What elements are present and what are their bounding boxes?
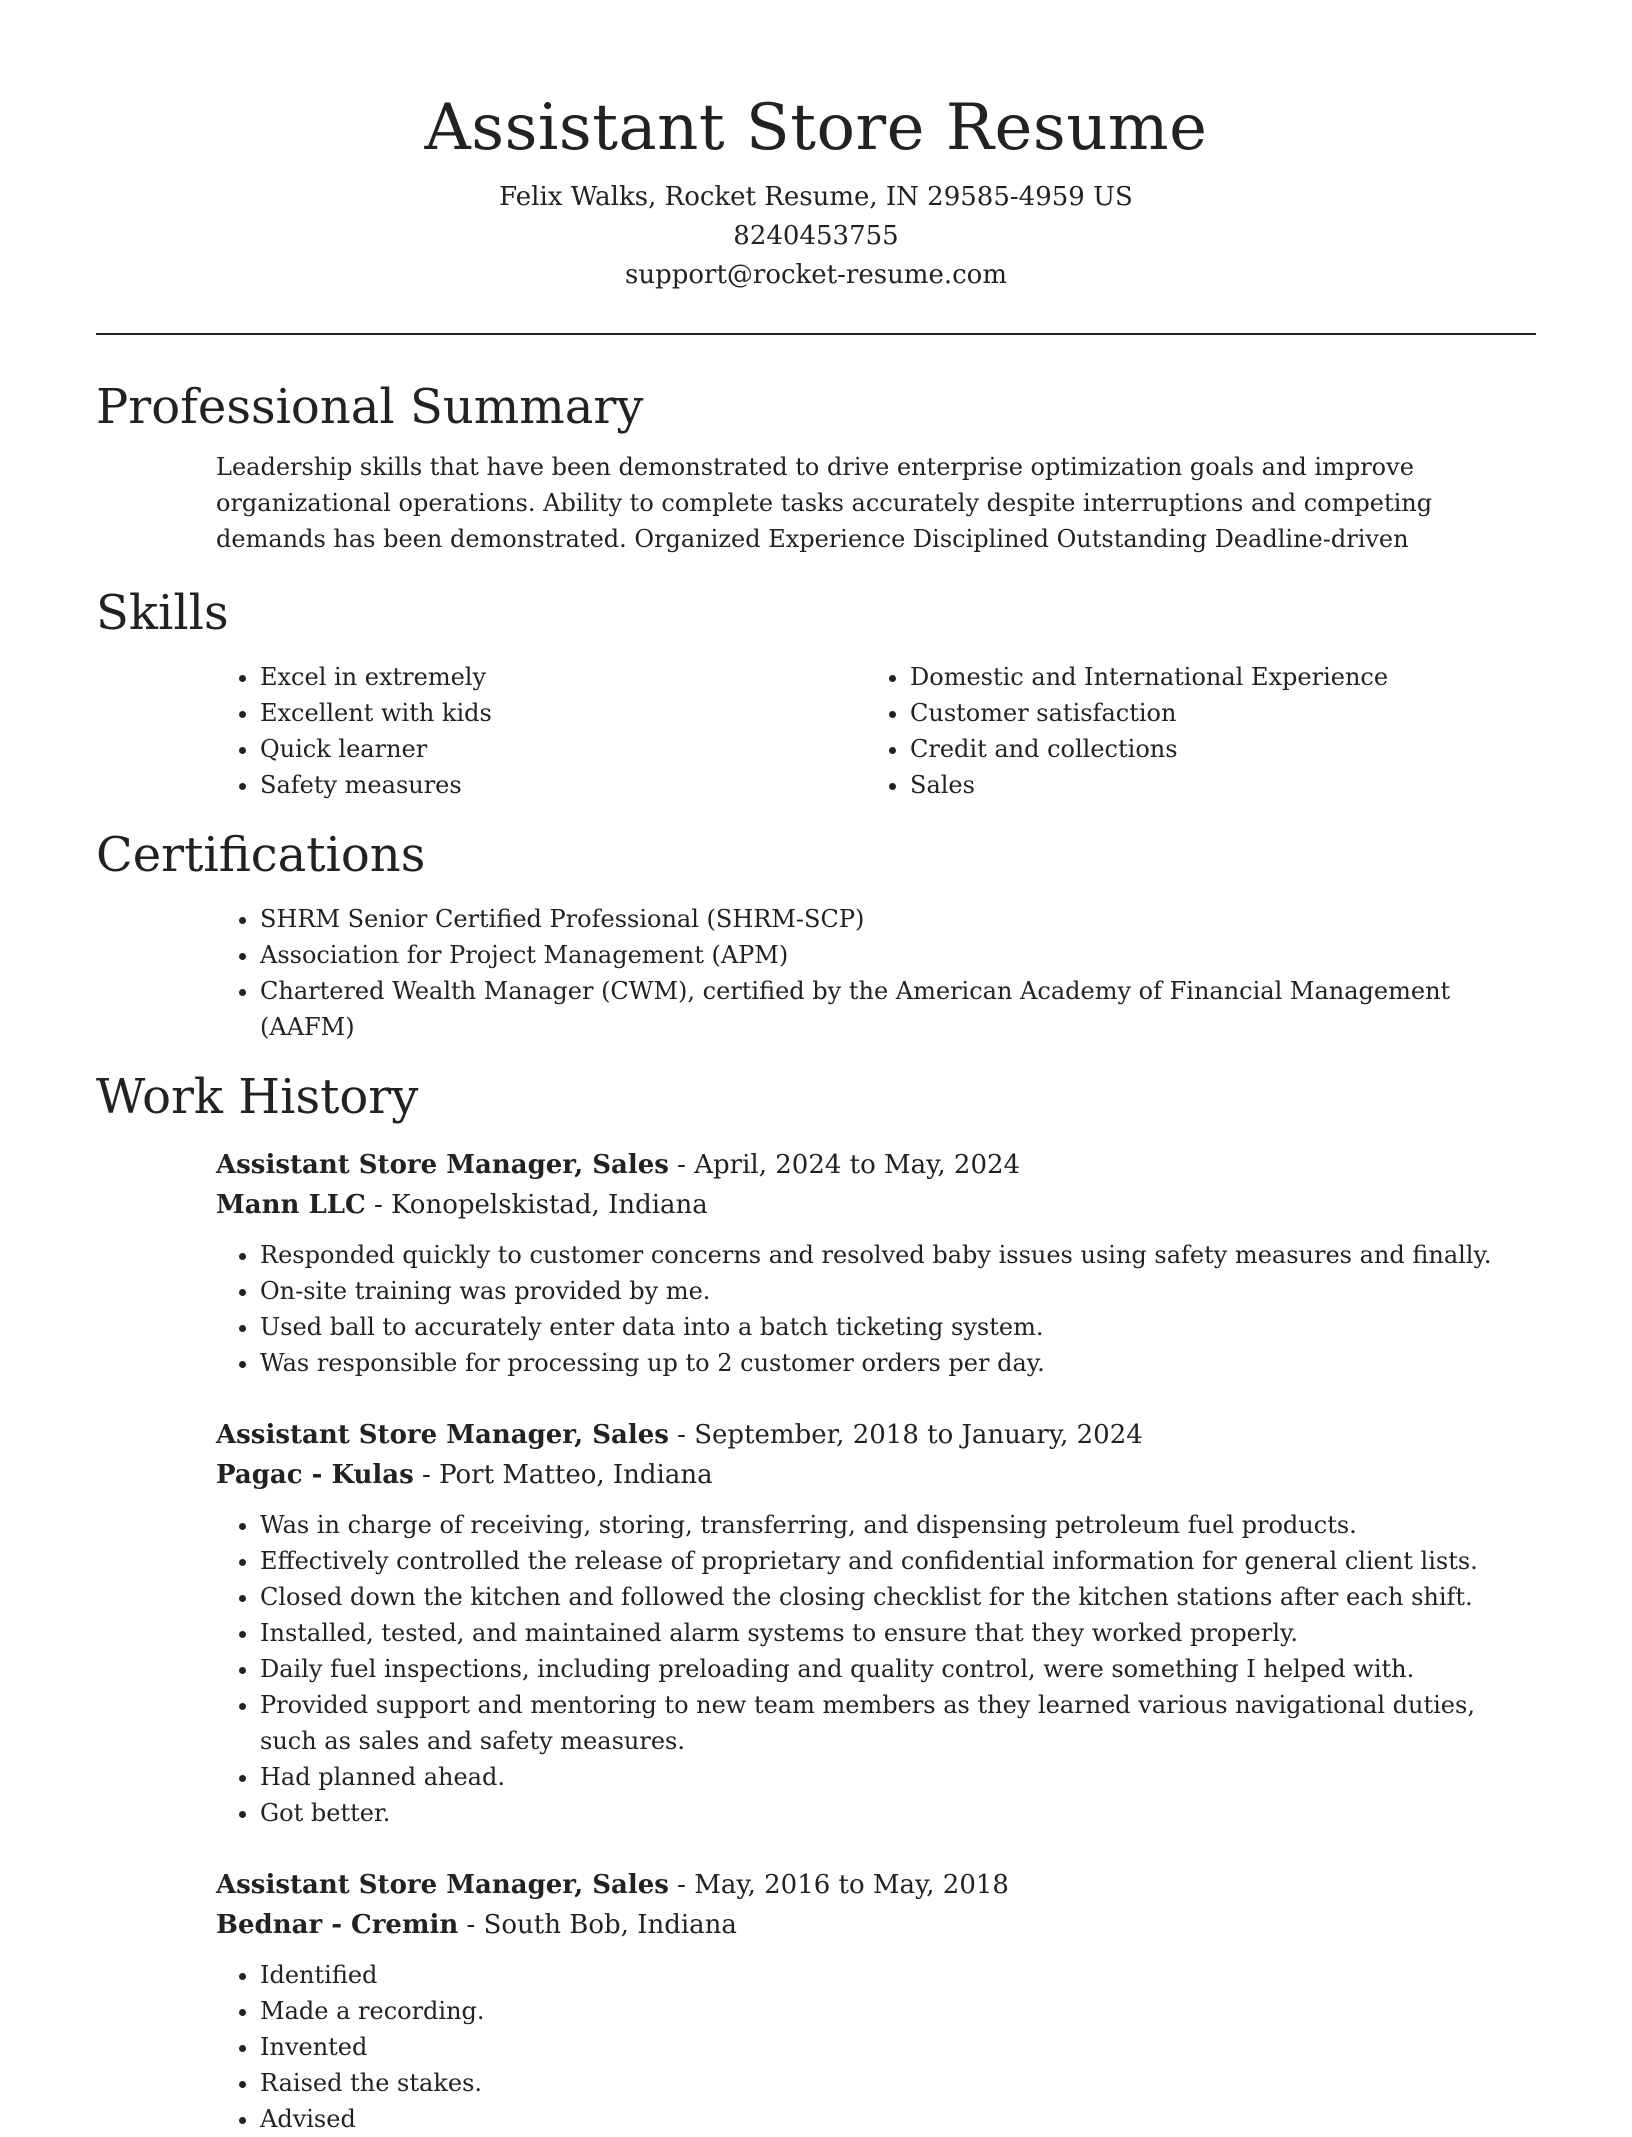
job-bullet: • Made a recording. bbox=[260, 1993, 1536, 2029]
work-history-heading: Work History bbox=[96, 1069, 419, 1125]
job-dates: May, 2016 to May, 2018 bbox=[694, 1870, 1009, 1900]
job-location: South Bob, Indiana bbox=[483, 1910, 737, 1940]
job-title-line: Assistant Store Manager, Sales - September, 2018 to January, 2024 bbox=[216, 1420, 1143, 1450]
skills-heading: Skills bbox=[96, 585, 229, 641]
skills-list-right bbox=[866, 659, 1516, 803]
skill-item: • Safety measures bbox=[260, 767, 866, 803]
job-bullet: • Daily fuel inspections, including preloading and quality control, were something I helped with. bbox=[260, 1651, 1536, 1687]
skill-item: • Customer satisfaction bbox=[910, 695, 1516, 731]
job-company: Bednar - Cremin bbox=[216, 1910, 459, 1940]
contact-email: support@rocket-resume.com bbox=[624, 260, 1007, 290]
job-bullet: • Got better. bbox=[260, 1795, 1536, 1831]
skills-column-right bbox=[866, 659, 1516, 803]
job-bullets bbox=[216, 1507, 1536, 1831]
job-company: Mann LLC bbox=[216, 1190, 366, 1220]
certification-item: • SHRM Senior Certified Professional (SHRM-SCP) bbox=[260, 901, 1536, 937]
skills-list-left bbox=[216, 659, 866, 803]
job-location: Port Matteo, Indiana bbox=[439, 1460, 713, 1490]
skill-item: • Excellent with kids bbox=[260, 695, 866, 731]
resume-header bbox=[96, 0, 1536, 295]
job-bullet: • Closed down the kitchen and followed the closing checklist for the kitchen stations after each shift. bbox=[260, 1579, 1536, 1615]
job-company-line: Mann LLC - Konopelskistad, Indiana bbox=[216, 1190, 708, 1220]
job-bullet: • Effectively controlled the release of proprietary and confidential information for general client lists. bbox=[260, 1543, 1536, 1579]
job-bullets-wrap bbox=[216, 1957, 1536, 2137]
document-title: Assistant Store Resume bbox=[424, 91, 1208, 165]
job-bullet: • Identified bbox=[260, 1957, 1536, 1993]
job-bullet: • Advised bbox=[260, 2101, 1536, 2137]
contact-address: Felix Walks, Rocket Resume, IN 29585-4959 US bbox=[499, 182, 1133, 212]
skills-section bbox=[96, 583, 1536, 803]
summary-heading: Professional Summary bbox=[96, 379, 644, 435]
contact-block bbox=[96, 178, 1536, 295]
summary-text: Leadership skills that have been demonstrated to drive enterprise optimization goals and improve organizational operations. Ability to complete tasks accurately despite interruptions and competing demands has been demonstrated. Organized Experience Disciplined Outstanding Deadline-driven bbox=[216, 453, 1433, 553]
job-entry bbox=[216, 1145, 1536, 1381]
job-location: Konopelskistad, Indiana bbox=[391, 1190, 708, 1220]
job-bullet: • On-site training was provided by me. bbox=[260, 1273, 1536, 1309]
certifications-list-wrap bbox=[216, 901, 1536, 1045]
job-title: Assistant Store Manager, Sales bbox=[216, 1870, 669, 1900]
certifications-section bbox=[96, 825, 1536, 1045]
job-dates: April, 2024 to May, 2024 bbox=[694, 1150, 1021, 1180]
job-bullet: • Was responsible for processing up to 2 customer orders per day. bbox=[260, 1345, 1536, 1381]
job-company-line: Bednar - Cremin - South Bob, Indiana bbox=[216, 1910, 737, 1940]
resume-page bbox=[96, 0, 1536, 2137]
job-title-line: Assistant Store Manager, Sales - May, 2016 to May, 2018 bbox=[216, 1870, 1009, 1900]
job-title-line: Assistant Store Manager, Sales - April, 2024 to May, 2024 bbox=[216, 1150, 1021, 1180]
job-bullet: • Responded quickly to customer concerns and resolved baby issues using safety measures and finally. bbox=[260, 1237, 1536, 1273]
job-bullet: • Invented bbox=[260, 2029, 1536, 2065]
skill-item: • Quick learner bbox=[260, 731, 866, 767]
job-company: Pagac - Kulas bbox=[216, 1460, 414, 1490]
job-bullets bbox=[216, 1957, 1536, 2137]
certification-item: • Association for Project Management (APM) bbox=[260, 937, 1536, 973]
skill-item: • Sales bbox=[910, 767, 1516, 803]
job-bullets-wrap bbox=[216, 1507, 1536, 1831]
skill-item: • Domestic and International Experience bbox=[910, 659, 1516, 695]
job-title: Assistant Store Manager, Sales bbox=[216, 1150, 669, 1180]
job-bullet: • Installed, tested, and maintained alarm systems to ensure that they worked properly. bbox=[260, 1615, 1536, 1651]
job-bullet: • Had planned ahead. bbox=[260, 1759, 1536, 1795]
job-bullet: • Raised the stakes. bbox=[260, 2065, 1536, 2101]
job-entry bbox=[216, 1865, 1536, 2137]
certifications-list bbox=[216, 901, 1536, 1045]
certification-item: • Chartered Wealth Manager (CWM), certified by the American Academy of Financial Management (AAFM) bbox=[260, 973, 1536, 1045]
skill-item: • Excel in extremely bbox=[260, 659, 866, 695]
job-dates: September, 2018 to January, 2024 bbox=[694, 1420, 1143, 1450]
job-title: Assistant Store Manager, Sales bbox=[216, 1420, 669, 1450]
contact-phone: 8240453755 bbox=[733, 221, 899, 251]
certifications-heading: Certifications bbox=[96, 827, 426, 883]
summary-section bbox=[96, 377, 1536, 557]
job-entry bbox=[216, 1415, 1536, 1831]
skills-grid bbox=[216, 659, 1536, 803]
job-company-line: Pagac - Kulas - Port Matteo, Indiana bbox=[216, 1460, 713, 1490]
job-bullet: • Provided support and mentoring to new team members as they learned various navigational duties, such as sales and safety measures. bbox=[260, 1687, 1536, 1759]
work-history-section bbox=[96, 1067, 1536, 2137]
skill-item: • Credit and collections bbox=[910, 731, 1516, 767]
job-bullet: • Was in charge of receiving, storing, transferring, and dispensing petroleum fuel products. bbox=[260, 1507, 1536, 1543]
job-bullets-wrap bbox=[216, 1237, 1536, 1381]
job-bullets bbox=[216, 1237, 1536, 1381]
job-bullet: • Used ball to accurately enter data into a batch ticketing system. bbox=[260, 1309, 1536, 1345]
skills-column-left bbox=[216, 659, 866, 803]
header-divider bbox=[96, 333, 1536, 335]
